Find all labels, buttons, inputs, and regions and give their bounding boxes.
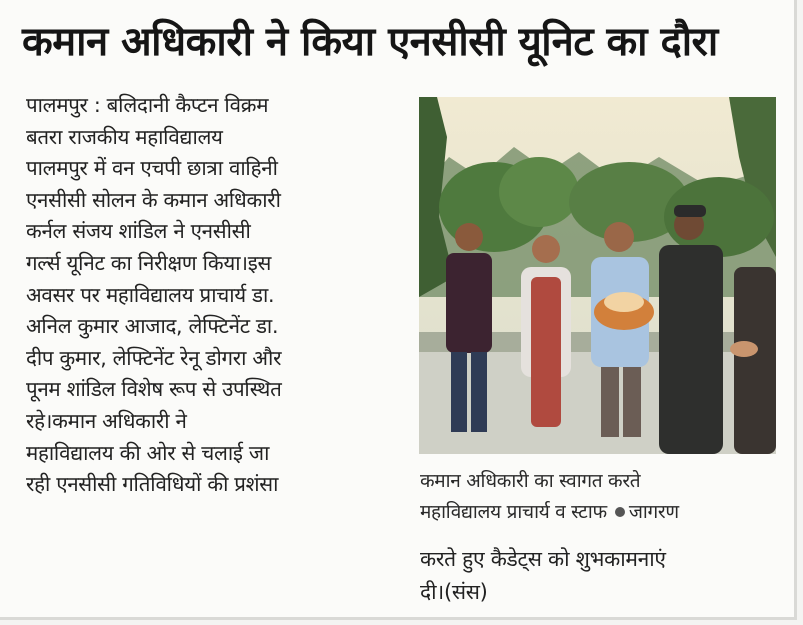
body-line: दी।(संस) (420, 580, 488, 604)
body-line: करते हुए कैडेट्स को शुभकामनाएं (420, 547, 666, 571)
body-line: एनसीसी सोलन के कमान अधिकारी (26, 187, 281, 212)
headline: कमान अधिकारी ने किया एनसीसी यूनिट का दौरा (22, 19, 718, 65)
body-line: अवसर पर महाविद्यालय प्राचार्य डा. (26, 282, 275, 307)
caption-line: कमान अधिकारी का स्वागत करते (420, 470, 641, 492)
news-photo (419, 97, 776, 454)
body-line: पालमपुर : बलिदानी कैप्टन विक्रम (26, 93, 269, 117)
caption-line (420, 497, 780, 528)
body-line: कर्नल संजय शांडिल ने एनसीसी (26, 219, 251, 244)
group-photo-illustration (419, 97, 776, 454)
article-continuation (420, 543, 780, 609)
body-line: अनिल कुमार आजाद, लेफ्टिनेंट डा. (26, 314, 279, 339)
body-line: दीप कुमार, लेफ्टिनेंट रेनू डोगरा और (26, 345, 282, 370)
body-line: रही एनसीसी गतिविधियों की प्रशंसा (26, 472, 279, 497)
caption-line-text: महाविद्यालय प्राचार्य व स्टाफ (420, 501, 607, 523)
body-line: गर्ल्स यूनिट का निरीक्षण किया।इस (26, 250, 272, 275)
body-line: पूनम शांडिल विशेष रूप से उपस्थित (26, 377, 282, 402)
body-line: पालमपुर में वन एचपी छात्रा वाहिनी (26, 156, 278, 181)
photo-credit: जागरण (628, 501, 679, 523)
bullet-icon (615, 507, 625, 517)
body-line: रहे।कमान अधिकारी ने (26, 408, 187, 433)
body-line: बतरा राजकीय महाविद्यालय (26, 124, 223, 149)
body-line: महाविद्यालय की ओर से चलाई जा (26, 440, 270, 465)
photo-caption (420, 466, 780, 528)
article-body (26, 90, 391, 501)
